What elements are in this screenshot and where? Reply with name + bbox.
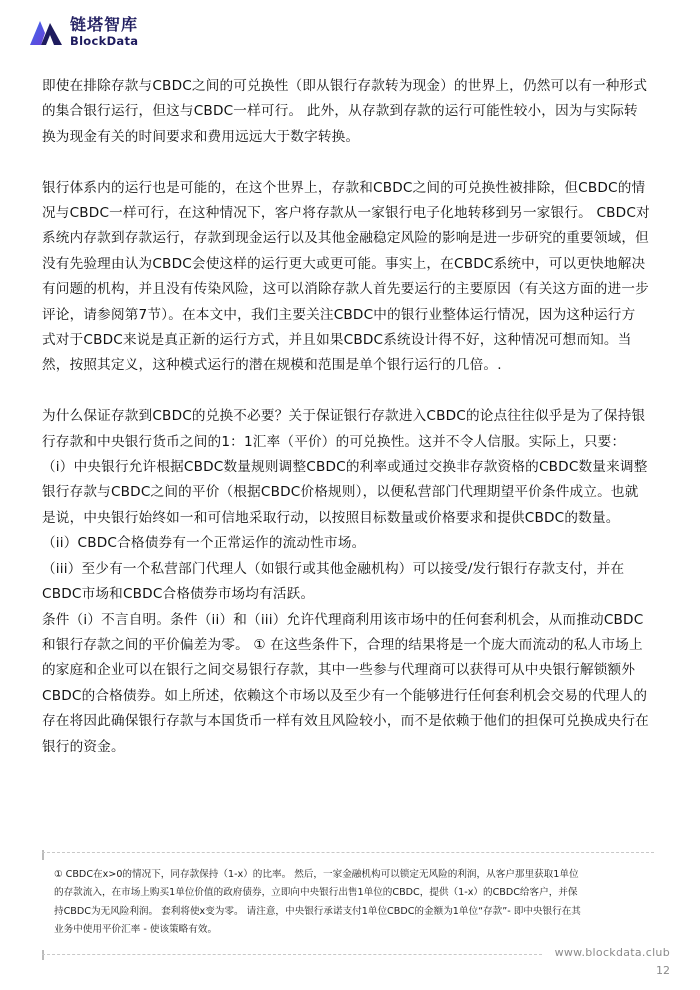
brand: [70, 14, 139, 48]
text-line: （ii）CBDC合格债券有一个正常运作的流动性市场。: [42, 535, 366, 552]
text-line: 然，按照其定义，这种模式运行的潜在规模和范围是单个银行运行的几倍。.: [42, 357, 502, 374]
footnote: [54, 866, 658, 939]
text-line: 没有先验理由认为CBDC会使这样的运行更大或更可能。事实上，在CBDC系统中，可以更快地解决: [42, 255, 646, 272]
text-line: CBDC的合格债券。如上所述，依赖这个市场以及至少有一个能够进行任何套利机会交易的代理人的: [42, 687, 648, 704]
text-line: （iii）至少有一个私营部门代理人（如银行或其他金融机构）可以接受/发行银行存款支付，并在: [42, 560, 625, 577]
text-line: 的家庭和企业可以在银行之间交易银行存款，其中一些参与代理商可以获得可从中央银行解锁额外: [42, 662, 636, 679]
paragraph-1: [42, 74, 662, 150]
text-line: （i）中央银行允许根据CBDC数量规则调整CBDC的利率或通过交换非存款资格的CBDC数量来调整: [42, 459, 648, 476]
footer-divider: [42, 954, 542, 955]
footnote-line: 的存款流入，在市场上购买1单位价值的政府债券，立即向中央银行出售1单位的CBDC，提供（1-x）的CBDC给客户，并保: [54, 887, 578, 899]
text-line: 和银行存款之间的平价偏差为零。 ① 在这些条件下，合理的结果将是一个庞大而流动的私人市场上: [42, 636, 643, 653]
footer-website: www.blockdata.club: [554, 946, 670, 959]
brand-name-en: BlockData: [70, 33, 139, 48]
text-line: 有问题的机构，并且没有传染风险，这可以消除存款人首先要运行的主要原因（有关这方面的进一步: [42, 281, 649, 298]
text-line: 评论，请参阅第7节）。在本文中，我们主要关注CBDC中的银行业整体运行情况，因为这种运行方: [42, 306, 636, 323]
text-line: CBDC市场和CBDC合格债券市场均有活跃。: [42, 586, 315, 603]
text-line: 换为现金有关的时间要求和费用远远大于数字转换。: [42, 128, 360, 145]
text-line: 行存款和中央银行货币之间的1：1汇率（平价）的可兑换性。这并不令人信服。实际上，只要：: [42, 433, 626, 450]
footnote-line: 持CBDC为无风险利润。 套利将使x变为零。 请注意，中央银行承诺支付1单位CBDC的金额为1单位“存款”- 即中央银行在其: [54, 905, 581, 917]
text-line: 存在将因此确保银行存款与本国货币一样有效且风险较小，而不是依赖于他们的担保可兑换成央行在: [42, 713, 649, 730]
text-line: 的集合银行运行，但这与CBDC一样可行。 此外，从存款到存款的运行可能性较小，因为与实际转: [42, 103, 638, 120]
text-line: 式对于CBDC来说是真正新的运行方式，并且如果CBDC系统设计得不好，这种情况可想而知。当: [42, 332, 632, 349]
body-content: [42, 74, 662, 760]
paragraph-3: [42, 404, 662, 760]
page-number: 12: [656, 964, 670, 977]
footnote-line: 业务中使用平价汇率 - 使该策略有效。: [54, 923, 218, 935]
text-line: 条件（i）不言自明。条件（ii）和（iii）允许代理商利用该市场中的任何套利机会，从而推动CBDC: [42, 611, 644, 628]
text-line: 况与CBDC一样可行，在这种情况下，客户将存款从一家银行电子化地转移到另一家银行。 CBDC对: [42, 205, 650, 222]
text-line: 系统内存款到存款运行，存款到现金运行以及其他金融稳定风险的影响是进一步研究的重要领域，但: [42, 230, 649, 247]
text-line: 银行存款与CBDC之间的平价（根据CBDC价格规则），以便私营部门代理期望平价条件成立。也就: [42, 484, 639, 501]
footer-marker: [42, 950, 44, 960]
paragraph-2: [42, 176, 662, 379]
text-line: 即使在排除存款与CBDC之间的可兑换性（即从银行存款转为现金）的世界上，仍然可以有一种形式: [42, 78, 648, 94]
text-line: 银行的资金。: [42, 738, 125, 755]
header: [28, 14, 138, 50]
text-line: 银行体系内的运行也是可能的，在这个世界上，存款和CBDC之间的可兑换性被排除，但CBDC的情: [42, 179, 646, 196]
brand-name-cn: 链塔智库: [70, 14, 139, 34]
footnote-line: ① CBDC在x>0的情况下，同存款保持（1-x）的比率。 然后，一家金融机构可以锁定无风险的利润，从客户那里获取1单位: [54, 869, 579, 880]
blockdata-logo-icon: [28, 17, 64, 47]
text-line: 是说，中央银行始终如一和可信地采取行动，以按照目标数量或价格要求和提供CBDC的数量。: [42, 509, 620, 526]
text-line: 为什么保证存款到CBDC的兑换不必要？关于保证银行存款进入CBDC的论点往往似乎是为了保持银: [42, 408, 646, 425]
footnote-divider: [42, 852, 654, 853]
